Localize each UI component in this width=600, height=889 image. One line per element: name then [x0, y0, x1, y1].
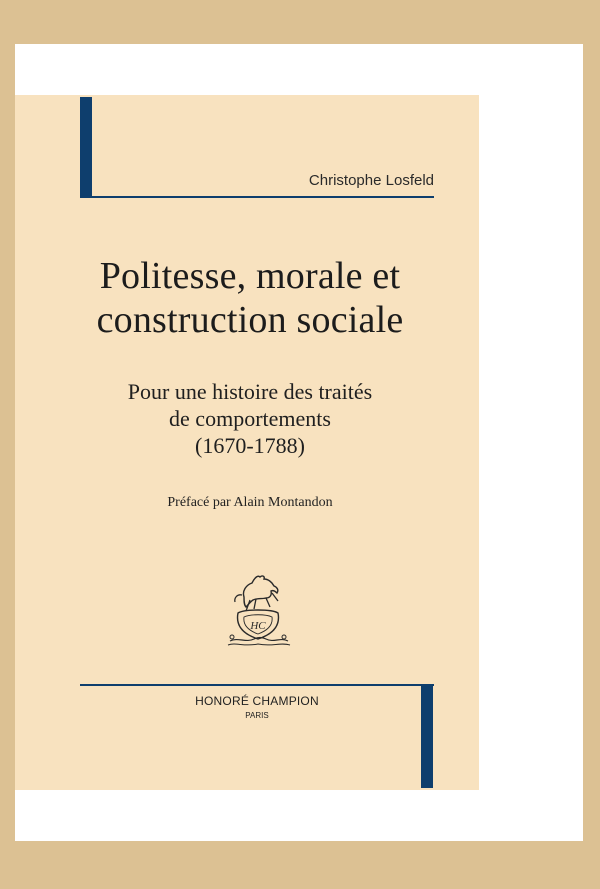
- top-rule: [80, 196, 434, 198]
- author-name: Christophe Losfeld: [308, 172, 434, 189]
- publisher-name: HONORÉ CHAMPION: [195, 694, 319, 708]
- title-line-2: construction sociale: [96, 299, 404, 341]
- book-title: [40, 254, 460, 342]
- emblem-monogram: HC: [250, 620, 266, 632]
- publisher-emblem-icon: [222, 567, 294, 649]
- subtitle-line-3: (1670-1788): [195, 433, 305, 458]
- preface-credit: Préfacé par Alain Montandon: [167, 495, 333, 510]
- publisher-place: PARIS: [245, 711, 269, 720]
- bottom-rule: [80, 684, 434, 686]
- title-line-1: Politesse, morale et: [99, 255, 401, 297]
- top-accent-bar: [80, 97, 92, 198]
- subtitle-line-2: de comportements: [169, 406, 331, 431]
- subtitle-line-1: Pour une histoire des traités: [127, 379, 373, 404]
- book-subtitle: [40, 378, 460, 459]
